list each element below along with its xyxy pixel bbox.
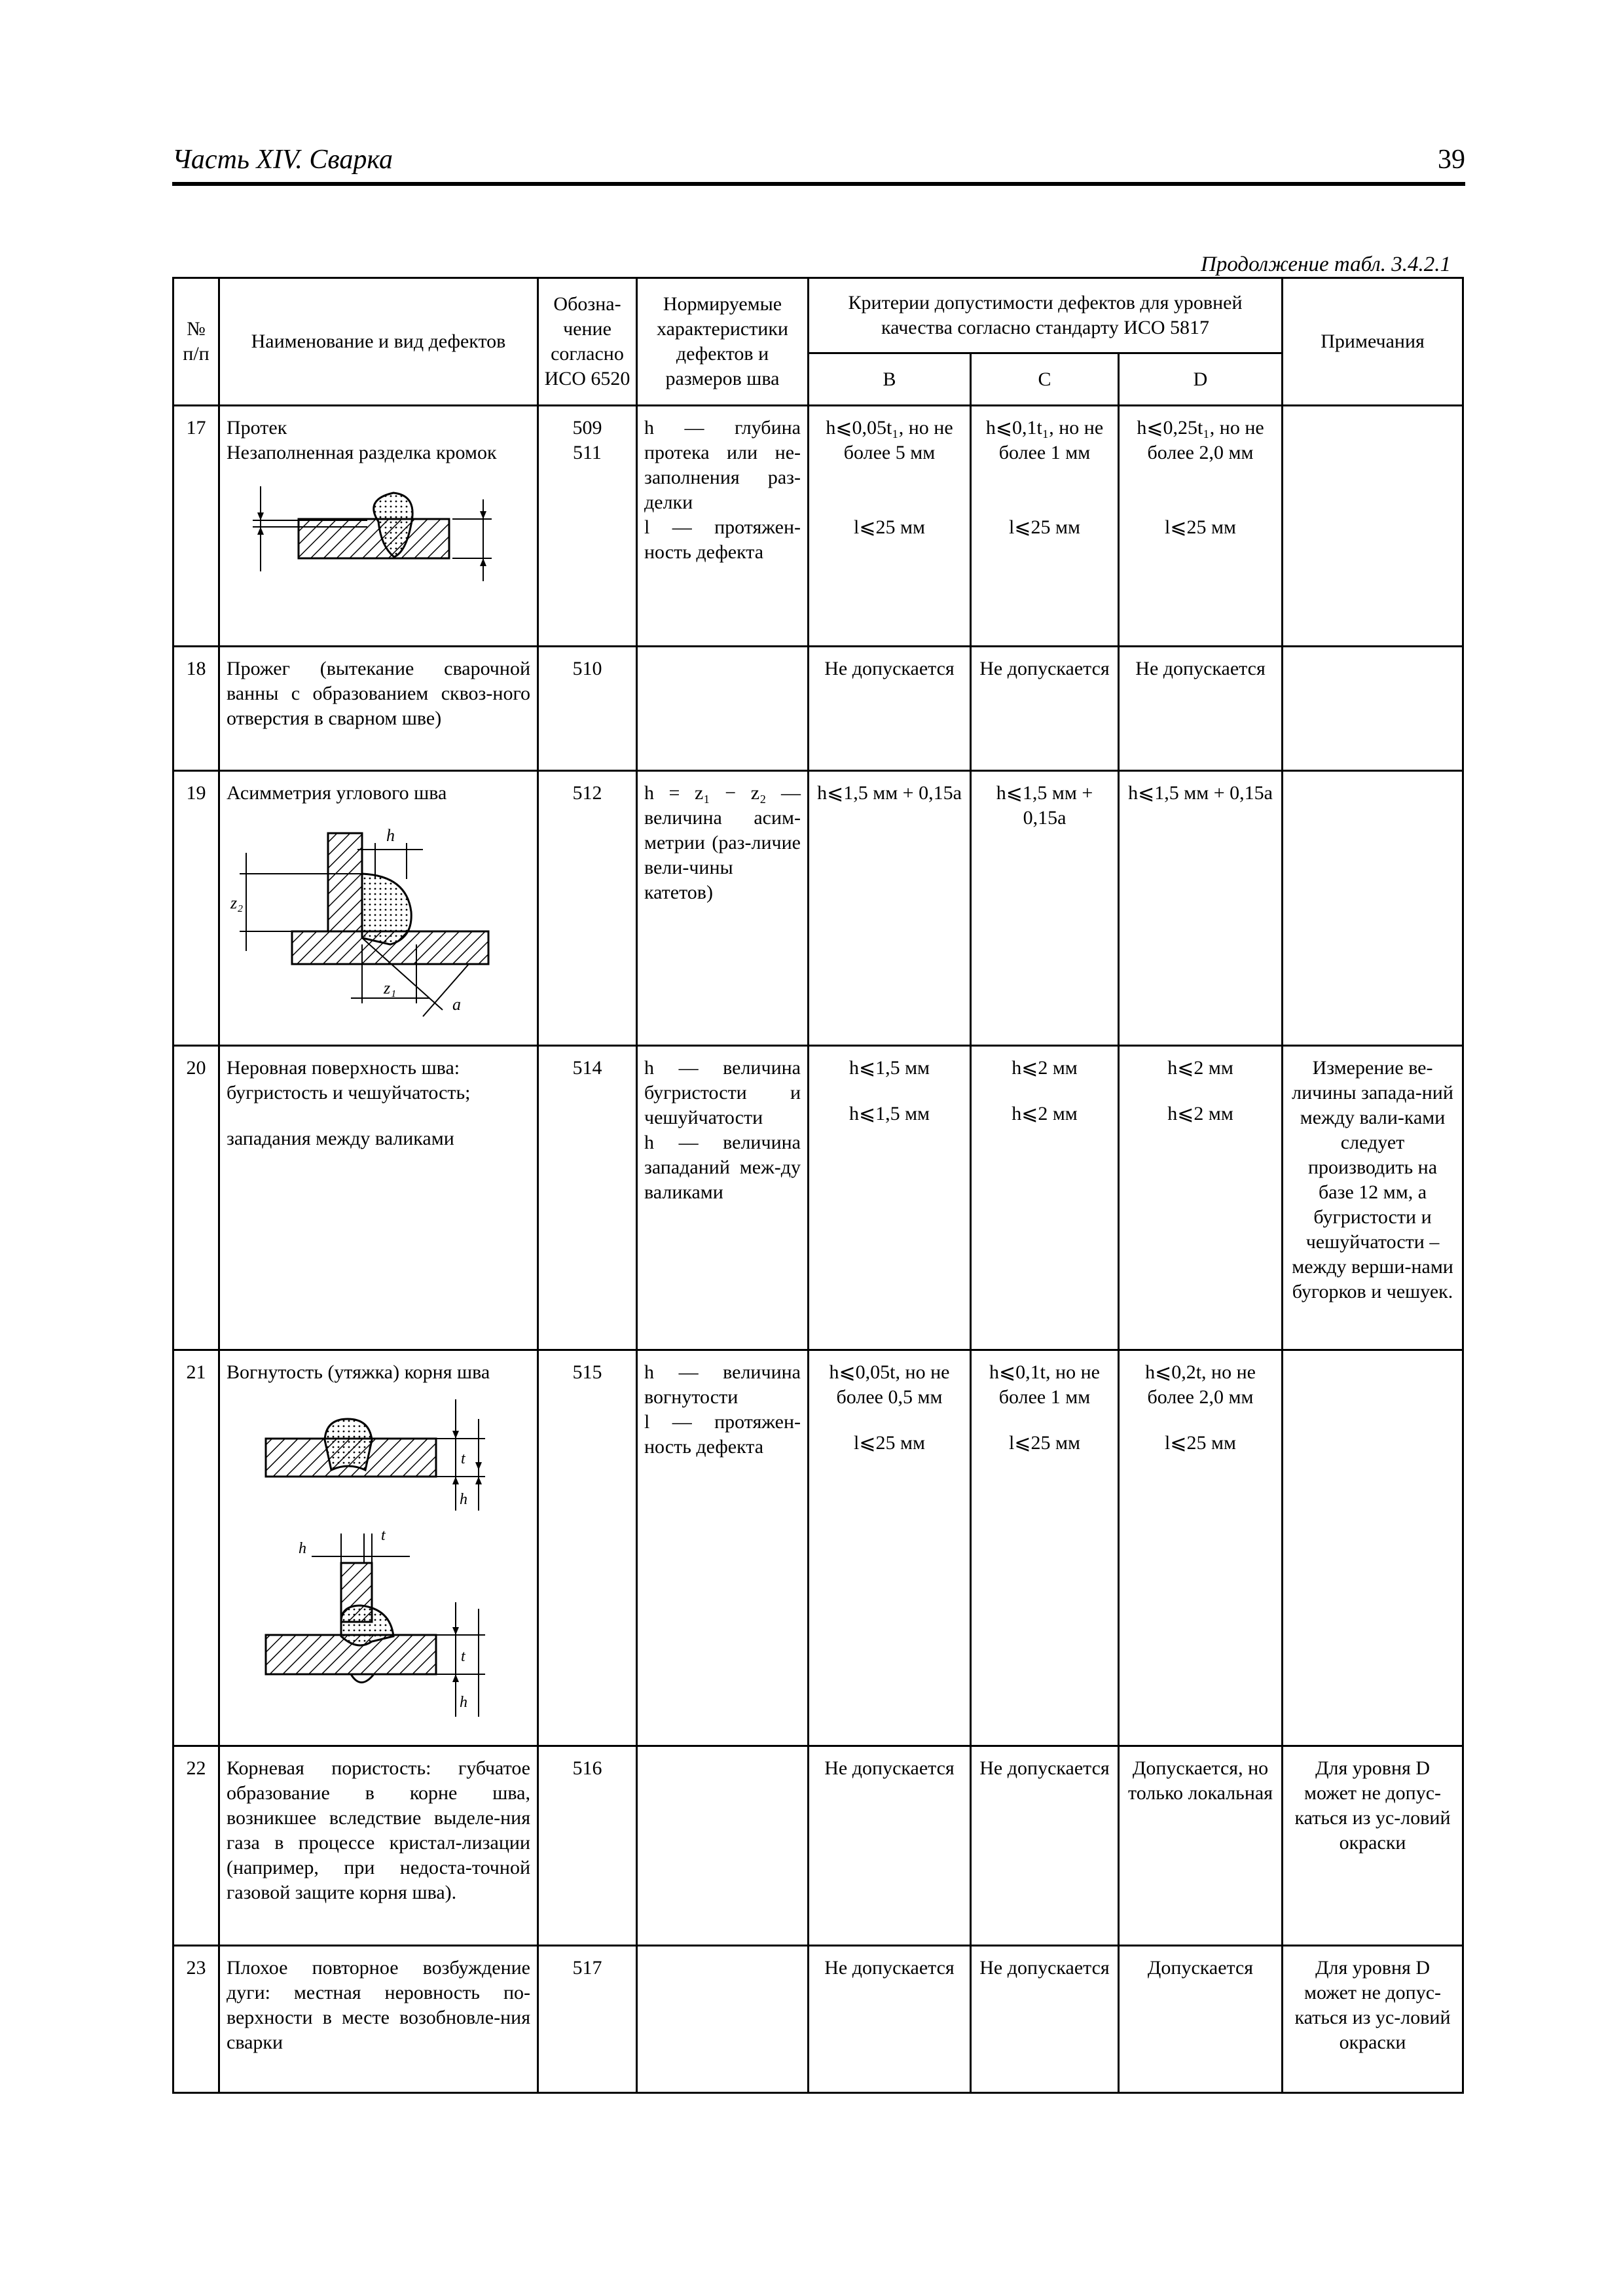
row-number: 22 — [173, 1746, 219, 1946]
spacer — [227, 1105, 530, 1126]
spacer — [978, 465, 1111, 515]
level-b-value: h⩽1,5 мм — [848, 1057, 930, 1079]
normalized-text: h — величина вогнутости — [644, 1361, 801, 1408]
svg-text:t: t — [461, 1648, 465, 1665]
notes-cell: Для уровня D может не допус-каться из ус-ловий окраски — [1283, 1746, 1463, 1946]
defect-name: Неровная поверхность шва: бугристость и чешуйчатость; — [227, 1057, 471, 1103]
level-d-cell — [1119, 1350, 1283, 1746]
level-c-value: Не допускается — [971, 1746, 1119, 1946]
level-c-value: h⩽0,1t₁, но не более 1 мм — [985, 417, 1104, 463]
defect-name: Асимметрия углового шва — [227, 782, 447, 804]
iso-code: 509 — [572, 417, 602, 439]
level-c-value: h⩽0,1t, но не более 1 мм — [989, 1361, 1100, 1408]
row-number: 17 — [173, 406, 219, 647]
level-b-value: Не допускается — [809, 647, 971, 771]
col-header-normalized: Нормируемые характеристики дефектов и размеров шва — [637, 278, 809, 406]
spacer — [1126, 1081, 1275, 1102]
iso-code: 516 — [538, 1746, 637, 1946]
table-continuation-label: Продолжение табл. 3.4.2.1 — [1201, 253, 1451, 276]
level-c-length: l⩽25 мм — [1009, 1432, 1080, 1454]
level-d-length: l⩽25 мм — [1165, 1432, 1236, 1454]
level-b-length: l⩽25 мм — [854, 516, 925, 538]
defect-name-cell — [219, 1350, 538, 1746]
table-row — [173, 771, 1463, 1046]
normalized-cell — [637, 1046, 809, 1350]
level-c-length: l⩽25 мм — [1009, 516, 1080, 538]
level-c-value: h⩽2 мм — [1012, 1057, 1078, 1079]
svg-text:a: a — [452, 995, 461, 1014]
iso-code-secondary: 511 — [573, 442, 602, 463]
iso-code: 515 — [538, 1350, 637, 1746]
col-header-num: № п/п — [173, 278, 219, 406]
defect-name-cell — [219, 771, 538, 1046]
defect-name: Вогнутость (утяжка) корня шва — [227, 1361, 490, 1383]
table-row — [173, 406, 1463, 647]
svg-text:t: t — [381, 1527, 386, 1544]
level-b-value-secondary: h⩽1,5 мм — [848, 1103, 930, 1124]
level-b-cell — [809, 406, 971, 647]
iso-code: 510 — [538, 647, 637, 771]
level-b-cell — [809, 1046, 971, 1350]
defect-name: Корневая пористость: губчатое образование в корне шва, возникшее вследствие выделе-ния газа в процессе кристал-лизации (например, при недоста-точной газовой защите корня шва). — [219, 1746, 538, 1946]
level-c-value: Не допускается — [971, 647, 1119, 771]
normalized-text: h — глубина протека или не-заполнения раз-делки — [644, 417, 801, 513]
col-header-level-b: B — [809, 353, 971, 406]
level-b-value: Не допускается — [809, 1746, 971, 1946]
root-concavity-figure — [227, 1393, 528, 1727]
table-row — [173, 647, 1463, 771]
level-b-length: l⩽25 мм — [854, 1432, 925, 1454]
svg-text:h: h — [460, 1694, 467, 1711]
defect-name: Плохое повторное возбуждение дуги: местная неровность по-верхности в месте возобновле-ния сварки — [219, 1946, 538, 2093]
svg-text:z₁: z₁ — [384, 978, 397, 997]
level-d-value: Допускается — [1119, 1946, 1283, 2093]
notes-cell — [1283, 406, 1463, 647]
row-number: 18 — [173, 647, 219, 771]
normalized-cell — [637, 1350, 809, 1746]
level-c-value: h⩽1,5 мм + 0,15a — [971, 771, 1119, 1046]
normalized-cell — [637, 406, 809, 647]
level-c-cell — [971, 1350, 1119, 1746]
undercut-figure — [227, 473, 528, 584]
normalized-text-secondary: h — величина западаний меж-ду валиками — [644, 1132, 801, 1203]
defects-table — [172, 277, 1464, 2094]
col-header-criteria: Критерии допустимости дефектов для уровней качества согласно стандарту ИСО 5817 — [809, 278, 1283, 353]
notes-cell — [1283, 647, 1463, 771]
page-number: 39 — [1438, 145, 1465, 175]
level-d-length: l⩽25 мм — [1165, 516, 1236, 538]
notes-cell — [1283, 771, 1463, 1046]
svg-text:h: h — [460, 1491, 467, 1508]
spacer — [816, 465, 963, 515]
spacer — [1126, 1410, 1275, 1431]
level-d-value: Допускается, но только локальная — [1119, 1746, 1283, 1946]
page-header — [172, 144, 1465, 186]
spacer — [816, 1410, 963, 1431]
row-number: 23 — [173, 1946, 219, 2093]
defect-name-cell — [219, 406, 538, 647]
level-d-value: Не допускается — [1119, 647, 1283, 771]
normalized-text — [637, 1746, 809, 1946]
table-header-row — [173, 278, 1463, 353]
normalized-text-secondary: l — протяжен-ность дефекта — [644, 516, 801, 563]
svg-text:z₂: z₂ — [230, 893, 244, 912]
level-d-cell — [1119, 1046, 1283, 1350]
defect-name-secondary: Незаполненная разделка кромок — [227, 442, 497, 463]
notes-cell: Для уровня D может не допус-каться из ус-ловий окраски — [1283, 1946, 1463, 2093]
level-d-value: h⩽0,25t₁, но не более 2,0 мм — [1137, 417, 1264, 463]
designation-cell — [538, 406, 637, 647]
iso-code: 517 — [538, 1946, 637, 2093]
normalized-text — [637, 1946, 809, 2093]
defect-name-cell — [219, 1046, 538, 1350]
notes-cell: Измерение ве-личины запада-ний между вали-ками следует производить на базе 12 мм, а бугристости и чешуйчатости – между верши-нами бугорков и чешуек. — [1283, 1046, 1463, 1350]
col-header-level-d: D — [1119, 353, 1283, 406]
level-d-value: h⩽2 мм — [1167, 1057, 1233, 1079]
spacer — [978, 1410, 1111, 1431]
level-c-cell — [971, 1046, 1119, 1350]
table-row — [173, 1046, 1463, 1350]
iso-code: 514 — [538, 1046, 637, 1350]
table-row — [173, 1350, 1463, 1746]
spacer — [816, 1081, 963, 1102]
spacer — [1126, 465, 1275, 515]
iso-code: 512 — [538, 771, 637, 1046]
level-b-value: h⩽0,05t, но не более 0,5 мм — [829, 1361, 950, 1408]
col-header-notes: Примечания — [1283, 278, 1463, 406]
level-b-cell — [809, 1350, 971, 1746]
normalized-text: h = z₁ − z₂ — величина асим-метрии (раз-личие вели-чины катетов) — [637, 771, 809, 1046]
level-d-value: h⩽1,5 мм + 0,15a — [1119, 771, 1283, 1046]
svg-text:h: h — [386, 826, 395, 845]
normalized-text: h — величина бугристости и чешуйчатости — [644, 1057, 801, 1128]
col-header-designation: Обозна-чение согласно ИСО 6520 — [538, 278, 637, 406]
fillet-asymmetry-figure — [227, 814, 528, 1023]
level-d-value-secondary: h⩽2 мм — [1167, 1103, 1233, 1124]
normalized-text-secondary: l — протяжен-ность дефекта — [644, 1411, 801, 1458]
table-row — [173, 1746, 1463, 1946]
row-number: 20 — [173, 1046, 219, 1350]
defect-name: Протек — [227, 417, 287, 439]
normalized-text — [637, 647, 809, 771]
level-c-value: Не допускается — [971, 1946, 1119, 2093]
level-b-value: h⩽0,05t₁, но не более 5 мм — [826, 417, 953, 463]
col-header-level-c: C — [971, 353, 1119, 406]
svg-text:t: t — [461, 1450, 465, 1467]
defect-name: Прожег (вытекание сварочной ванны с образованием сквоз-ного отверстия в сварном шве) — [219, 647, 538, 771]
level-b-value: h⩽1,5 мм + 0,15a — [809, 771, 971, 1046]
level-d-value: h⩽0,2t, но не более 2,0 мм — [1145, 1361, 1256, 1408]
level-c-cell — [971, 406, 1119, 647]
spacer — [978, 1081, 1111, 1102]
row-number: 21 — [173, 1350, 219, 1746]
running-title: Часть XIV. Сварка — [172, 145, 393, 175]
table-row — [173, 1946, 1463, 2093]
level-c-value-secondary: h⩽2 мм — [1012, 1103, 1078, 1124]
level-d-cell — [1119, 406, 1283, 647]
defect-name-secondary: западания между валиками — [227, 1128, 454, 1149]
notes-cell — [1283, 1350, 1463, 1746]
col-header-name: Наименование и вид дефектов — [219, 278, 538, 406]
row-number: 19 — [173, 771, 219, 1046]
svg-text:h: h — [299, 1540, 306, 1557]
level-b-value: Не допускается — [809, 1946, 971, 2093]
